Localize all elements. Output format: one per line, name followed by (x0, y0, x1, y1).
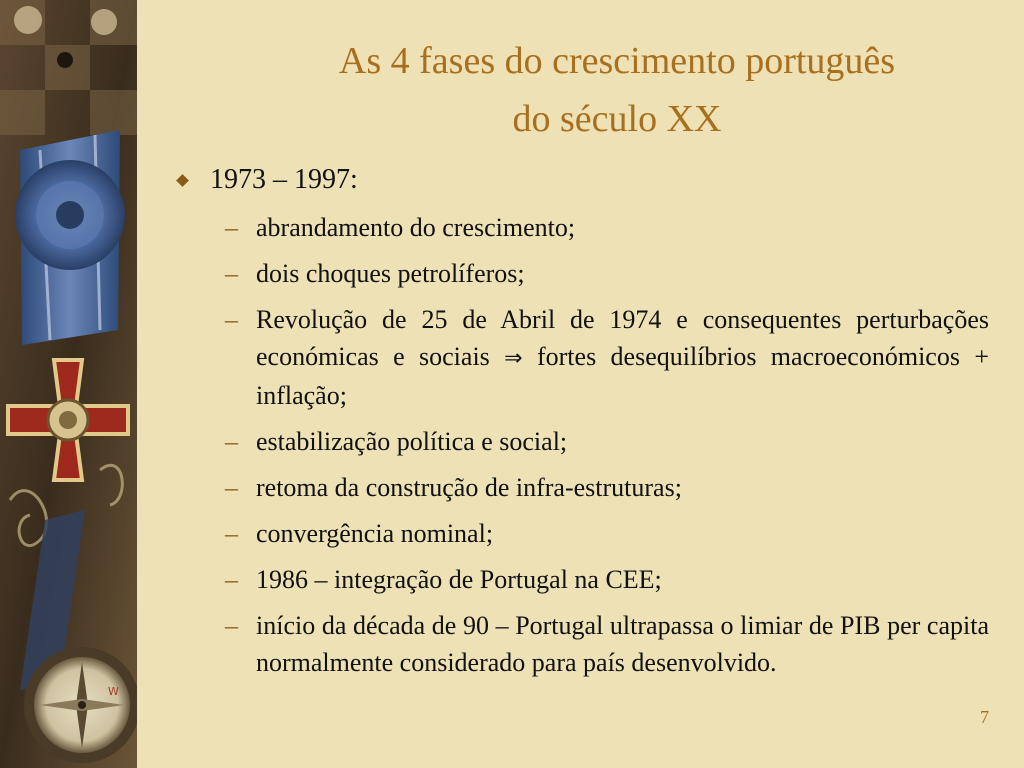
dash-marker: – (225, 427, 238, 456)
sub-bullet-item (225, 561, 989, 598)
page-number: 7 (980, 707, 989, 727)
medal-compass-image (0, 0, 137, 768)
sub-bullet-item (225, 607, 989, 681)
sub-bullet-item (225, 469, 989, 506)
sub-bullet-item (225, 515, 989, 552)
sub-bullet-text: convergência nominal; (256, 519, 494, 548)
dash-marker: – (225, 213, 238, 242)
diamond-bullet-icon (176, 174, 189, 187)
sub-bullet-text: retoma da construção de infra-estruturas; (256, 473, 682, 502)
sub-bullet-item (225, 301, 989, 414)
dash-marker: – (225, 565, 238, 594)
slide (137, 0, 1024, 768)
sub-bullet-text: início da década de 90 – Portugal ultrapassa o limiar de PIB per capita normalmente considerado para país desenvolvido. (256, 611, 989, 677)
dash-marker: – (225, 611, 238, 640)
sub-bullet-text: 1986 – integração de Portugal na CEE; (256, 565, 662, 594)
sub-bullet-item (225, 423, 989, 460)
sub-bullet-list (225, 209, 989, 690)
main-bullet (176, 164, 358, 196)
main-bullet-label: 1973 – 1997: (210, 164, 358, 195)
svg-text:W: W (108, 685, 119, 698)
sub-bullet-text: dois choques petrolíferos; (256, 259, 525, 288)
sub-bullet-item (225, 209, 989, 246)
implies-arrow-icon: ⇒ (504, 346, 523, 371)
dash-marker: – (225, 259, 238, 288)
dash-marker: – (225, 473, 238, 502)
sub-bullet-item (225, 255, 989, 292)
sub-bullet-text: estabilização política e social; (256, 427, 568, 456)
slide-title: As 4 fases do crescimento português do século XX (338, 40, 896, 140)
sub-bullet-text: abrandamento do crescimento; (256, 213, 576, 242)
dash-marker: – (225, 305, 238, 334)
sub-bullet-text: Revolução de 25 de Abril de 1974 e consequentes perturbações económicas e sociais (256, 305, 989, 371)
sub-bullet-text-continued: fortes desequilíbrios macroeconómicos + inflação; (256, 342, 989, 410)
dash-marker: – (225, 519, 238, 548)
decorative-image-strip (0, 0, 137, 768)
